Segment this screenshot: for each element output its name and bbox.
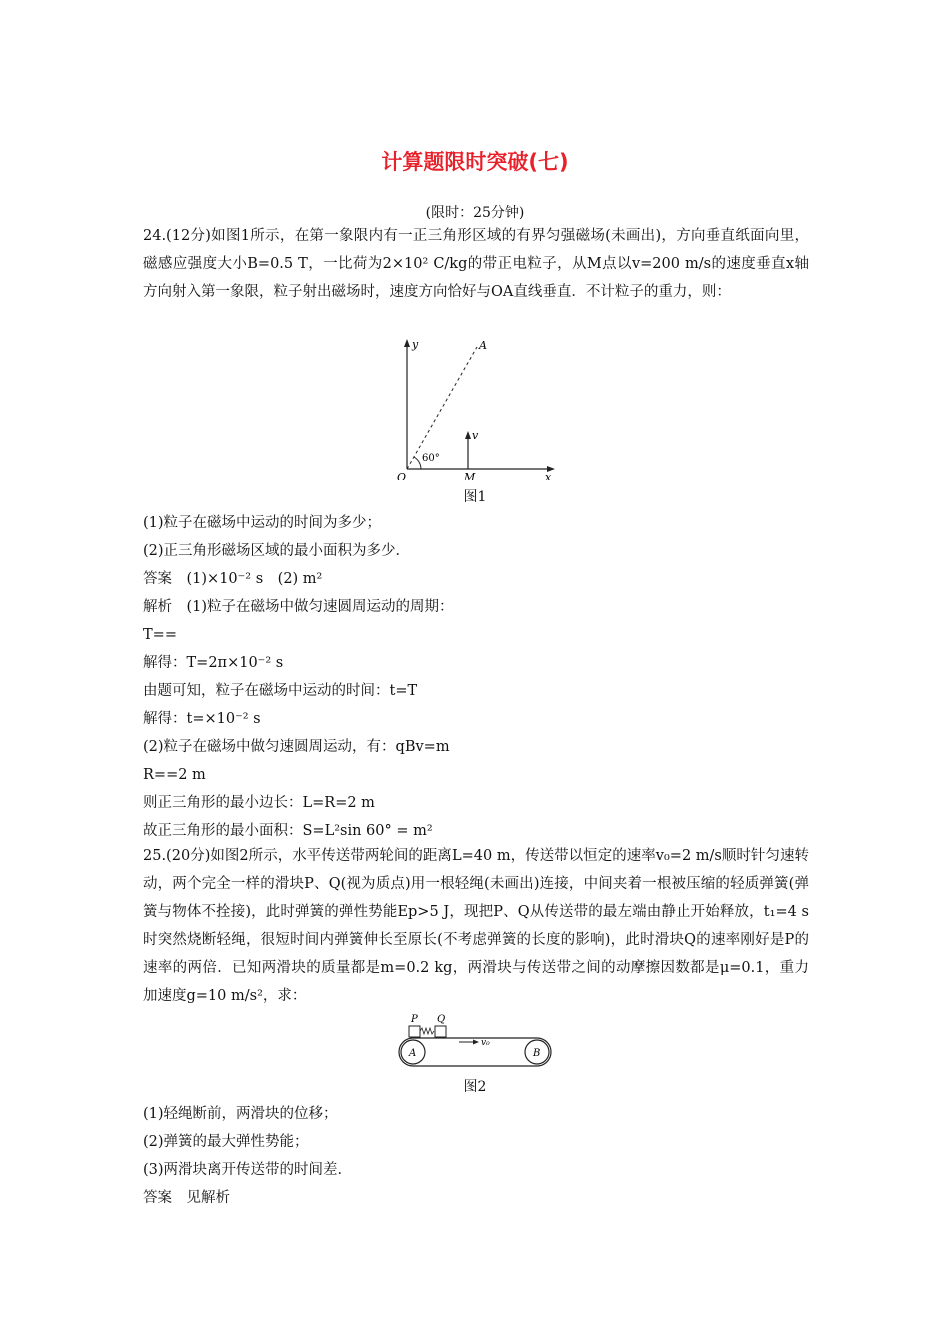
label-p: P (411, 1014, 418, 1025)
block-p (409, 1026, 420, 1037)
label-a: A (479, 339, 487, 352)
question-25-sub-2: (2)弹簧的最大弹性势能； (143, 1134, 309, 1150)
solution-line: (2)粒子在磁场中做匀速圆周运动，有：qBv=m (143, 739, 450, 755)
solution-line: R==2 m (143, 767, 206, 783)
solution-line: 由题可知，粒子在磁场中运动的时间：t=T (143, 683, 418, 699)
page-title: 计算题限时突破(七) (381, 150, 569, 174)
figure-2 (395, 1010, 555, 1072)
solution-line: T== (143, 627, 177, 643)
time-limit: (限时：25分钟) (425, 205, 525, 221)
question-24-text: 24.(12分)如图1所示，在第一象限内有一正三角形区域的有界匀强磁场(未画出)，方向垂直纸面向里，磁感应强度大小B=0.5 T，一比荷为2×10² C/kg的带正电粒子，从M点以v=200 m/s的速度垂直x轴方向射入第一象限，粒子射出磁场时，速度方向恰好与OA直线垂直．不计粒子的重力，则： (143, 228, 809, 300)
line-oa (407, 347, 477, 469)
question-25-sub-3: (3)两滑块离开传送带的时间差． (143, 1162, 353, 1178)
solution-line: 解得：t=×10⁻² s (143, 711, 261, 727)
belt-velocity-arrow (473, 1040, 479, 1045)
block-q (435, 1026, 446, 1037)
figure-2-caption: 图2 (463, 1079, 487, 1095)
label-angle: 60° (422, 453, 440, 464)
label-y: y (412, 338, 419, 351)
question-24-sub-1: (1)粒子在磁场中运动的时间为多少； (143, 515, 382, 531)
question-25-text: 25.(20分)如图2所示，水平传送带两轮间的距离L=40 m，传送带以恒定的速率v₀=2 m/s顺时针匀速转动，两个完全一样的滑块P、Q(视为质点)用一根轻绳(未画出)连接，中间夹着一根被压缩的轻质弹簧(弹簧与物体不拴接)，此时弹簧的弹性势能Ep>5 J，现把P、Q从传送带的最左端由静止开始释放，t₁=4 s时突然烧断轻绳，很短时间内弹簧伸长至原长(不考虑弹簧的长度的影响)，此时滑块Q的速率刚好是P的速率的两倍．已知两滑块的质量都是m=0.2 kg，两滑块与传送带之间的动摩擦因数都是μ=0.1，重力加速度g=10 m/s²，求： (143, 848, 809, 1004)
figure-1-caption: 图1 (463, 489, 487, 505)
velocity-arrow (465, 431, 471, 439)
figure-1 (393, 335, 573, 480)
y-axis-arrow (404, 339, 410, 347)
label-m: M (464, 471, 476, 480)
label-q: Q (437, 1014, 446, 1025)
solution-line: 解得：T=2π×10⁻² s (143, 655, 284, 671)
label-wheel-a: A (409, 1048, 417, 1059)
question-25-sub-1: (1)轻绳断前，两滑块的位移； (143, 1106, 338, 1122)
question-25-answer: 答案 见解析 (143, 1190, 230, 1206)
label-x: x (545, 471, 552, 480)
angle-arc (414, 457, 421, 469)
question-24-sub-2: (2)正三角形磁场区域的最小面积为多少． (143, 543, 411, 559)
label-v0: v₀ (481, 1038, 490, 1048)
question-24-answer: 答案 (1)×10⁻² s (2) m² (143, 571, 323, 587)
spring (420, 1028, 434, 1034)
label-v: v (472, 429, 479, 442)
solution-line: 故正三角形的最小面积：S=L²sin 60° = m² (143, 823, 433, 839)
label-o: O (397, 471, 407, 480)
solution-line: 则正三角形的最小边长：L=R=2 m (143, 795, 375, 811)
label-wheel-b: B (533, 1048, 541, 1059)
solution-line: 解析 (1)粒子在磁场中做匀速圆周运动的周期： (143, 599, 454, 615)
